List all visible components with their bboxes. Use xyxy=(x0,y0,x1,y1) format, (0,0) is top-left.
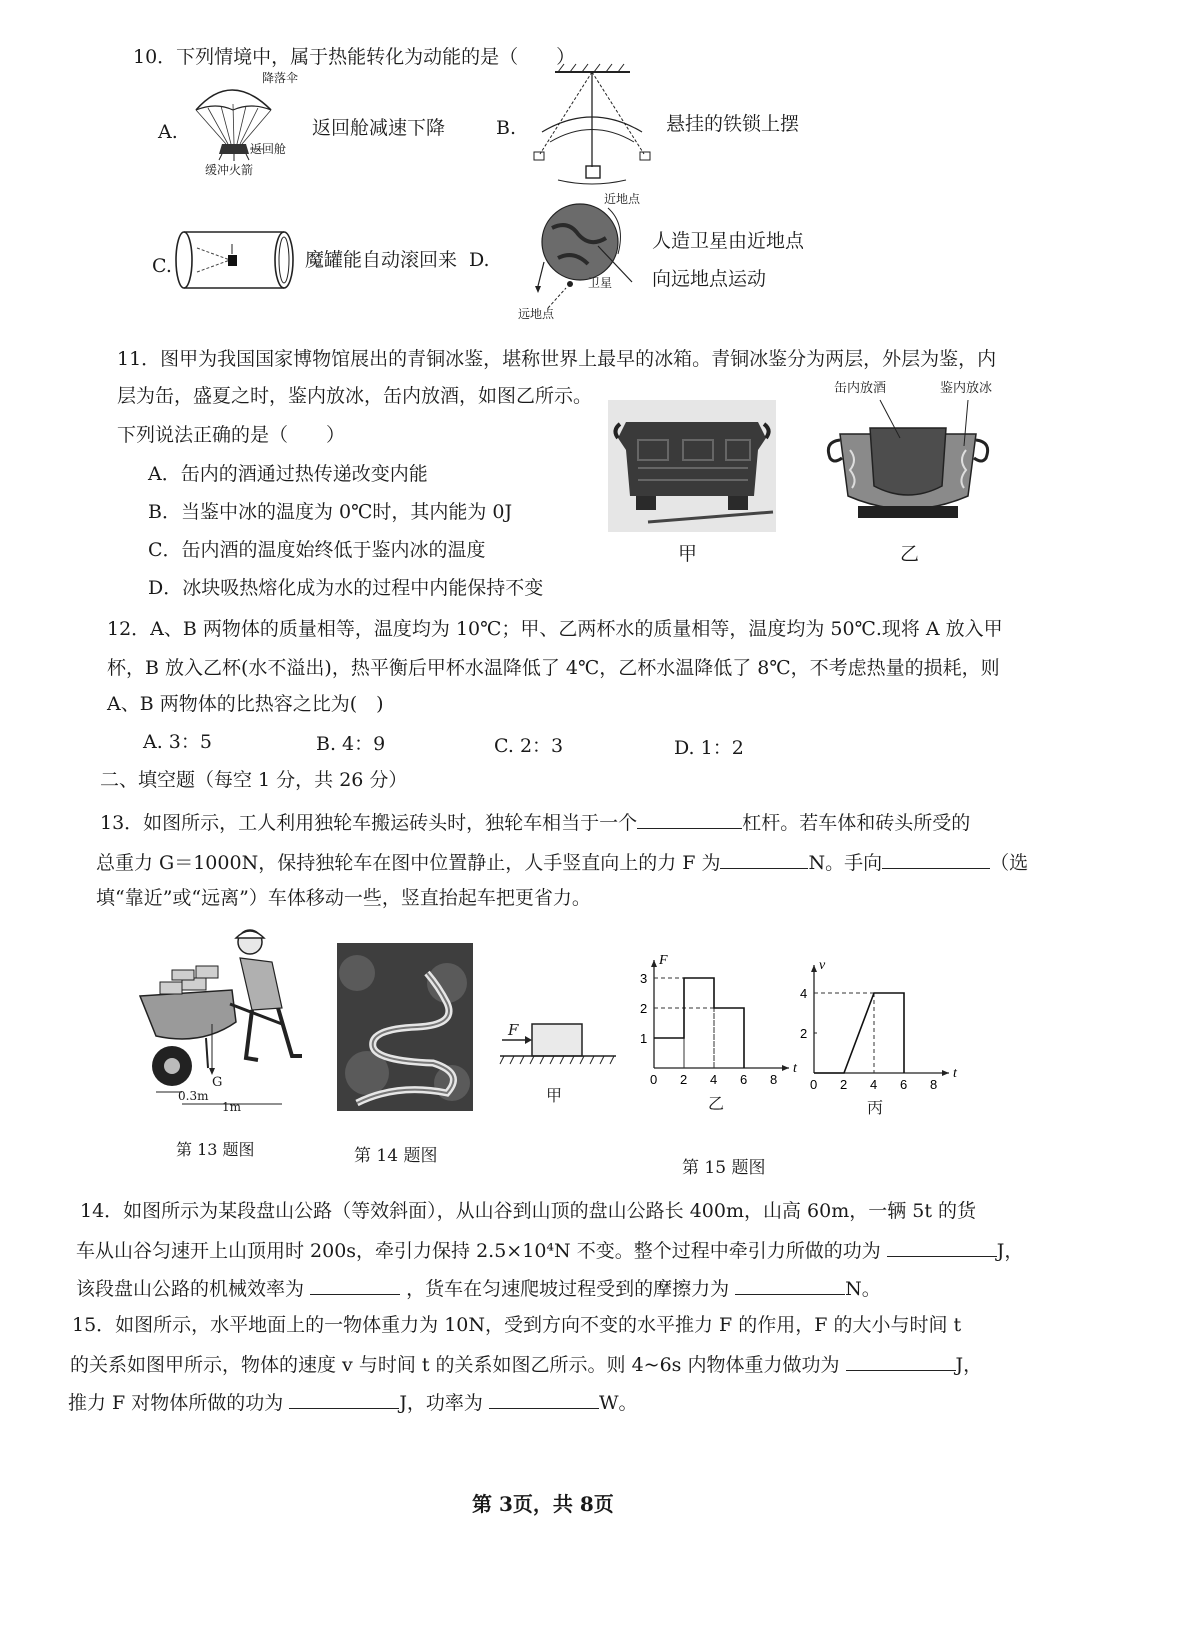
fig11-label-jia: 甲 xyxy=(678,543,698,565)
q10-stem: 10．下列情境中，属于热能转化为动能的是（ ） xyxy=(133,46,576,68)
label-force-f: F xyxy=(508,1021,519,1039)
label-rocket: 缓冲火箭 xyxy=(205,163,254,177)
chart-ft-x-tick-6: 6 xyxy=(740,1072,748,1087)
section-title-fill-in: 二、填空题（每空 1 分，共 26 分） xyxy=(100,769,408,791)
chart-ft-x-tick-4: 4 xyxy=(710,1072,718,1087)
q12-option-b: B. 4：9 xyxy=(316,733,386,755)
q13-blank-lever-type[interactable] xyxy=(637,810,742,829)
q15-blank-push-work[interactable] xyxy=(289,1390,399,1409)
chart-ft-y-tick-3: 3 xyxy=(640,971,648,986)
chart-vt-x-tick-0: 0 xyxy=(810,1077,818,1092)
q10-option-d-letter: D. xyxy=(469,249,490,271)
q15-blank-gravity-work[interactable] xyxy=(846,1352,956,1371)
q15-line2-part1: 的关系如图甲所示，物体的速度 v 与时间 t 的关系如图乙所示。则 4~6s 内物体重力做功为 xyxy=(70,1354,840,1376)
q15-blank-power[interactable] xyxy=(489,1390,599,1409)
label-perigee: 近地点 xyxy=(604,192,641,206)
q12-line2: 杯，B 放入乙杯(水不溢出)，热平衡后甲杯水温降低了 4℃，乙杯水温降低了 8℃，不考虑热量的损耗，则 xyxy=(107,657,1000,679)
label-ice-inside: 鉴内放冰 xyxy=(940,381,993,396)
chart-vt-x-arrow xyxy=(942,1070,949,1076)
q11-line2: 层为缶，盛夏之时，鉴内放冰，缶内放酒，如图乙所示。 xyxy=(117,385,593,407)
q10-option-d-text-line1: 人造卫星由近地点 xyxy=(652,230,805,252)
label-satellite: 卫星 xyxy=(588,276,613,290)
q13-line2-part2: N。手向 xyxy=(808,852,883,874)
q15-line3 xyxy=(68,1390,638,1415)
q13-line1 xyxy=(100,810,970,835)
fig13-caption: 第 13 题图 xyxy=(176,1140,255,1159)
q12-option-c: C. 2：3 xyxy=(494,735,564,757)
chart-vt-x-tick-2: 2 xyxy=(840,1077,848,1092)
q14-line2-part2: J， xyxy=(996,1240,1024,1262)
q10-option-c-letter: C. xyxy=(152,255,172,277)
chart-ft-series-0 xyxy=(654,978,744,1068)
chart-vt-x-tick-8: 8 xyxy=(930,1077,938,1092)
chart-ft-x-tick-2: 2 xyxy=(680,1072,688,1087)
satellite-orbit-figure xyxy=(508,190,643,320)
q15-line2-part2: J， xyxy=(955,1354,983,1376)
q13-line2-part1: 总重力 G＝1000N，保持独轮车在图中位置静止，人手竖直向上的力 F 为 xyxy=(96,852,721,874)
bronze-ice-vessel-photo xyxy=(608,400,776,532)
label-distance-0-3m: 0.3m xyxy=(178,1089,209,1103)
q13-line2-part3: （选 xyxy=(990,852,1029,874)
q12-line3: A、B 两物体的比热容之比为( ) xyxy=(107,693,384,715)
q13-line3: 填“靠近”或“远离”）车体移动一些，竖直抬起车把更省力。 xyxy=(96,887,591,909)
q14-line2 xyxy=(76,1238,1023,1263)
q15-line3-part1: 推力 F 对物体所做的功为 xyxy=(68,1392,284,1414)
q11-line3: 下列说法正确的是（ ） xyxy=(117,424,346,446)
chart-ft-x-tick-0: 0 xyxy=(650,1072,658,1087)
label-distance-1m: 1m xyxy=(222,1100,242,1114)
chart-vt-y-tick-2: 2 xyxy=(800,1026,808,1041)
label-capsule: 返回舱 xyxy=(250,142,287,156)
q15-line1: 15．如图所示，水平地面上的一物体重力为 10N，受到方向不变的水平推力 F 的作用，F 的大小与时间 t xyxy=(72,1314,962,1336)
chart-velocity-vs-time xyxy=(790,955,960,1095)
fig15-caption: 第 15 题图 xyxy=(682,1158,766,1178)
q10-option-c-text: 魔罐能自动滚回来 xyxy=(305,249,458,271)
chart-ft-y-arrow xyxy=(651,960,657,967)
q13-blank-direction[interactable] xyxy=(882,850,990,869)
q11-option-a: A．缶内的酒通过热传递改变内能 xyxy=(148,463,428,485)
q14-line3-part2: ，货车在匀速爬坡过程受到的摩擦力为 xyxy=(406,1278,730,1300)
chart-vt-y-tick-4: 4 xyxy=(800,986,808,1001)
q14-blank-work[interactable] xyxy=(887,1238,997,1257)
chart-vt-series-0 xyxy=(814,993,904,1073)
wheelbarrow-worker-figure xyxy=(132,928,317,1116)
chart-vt-x-tick-6: 6 xyxy=(900,1077,908,1092)
q13-blank-force[interactable] xyxy=(720,850,808,869)
chart-vt-x-label: t xyxy=(953,1066,957,1081)
fig15-label-yi: 乙 xyxy=(708,1094,725,1113)
swinging-lock-figure xyxy=(530,62,660,192)
q13-line1-part1: 13．如图所示，工人利用独轮车搬运砖头时，独轮车相当于一个 xyxy=(100,812,638,834)
label-wine-inside: 缶内放酒 xyxy=(834,381,887,396)
chart-ft-y-label: F xyxy=(659,953,668,968)
chart-vt-y-arrow xyxy=(811,965,817,972)
chart-ft-x-tick-8: 8 xyxy=(770,1072,778,1087)
q12-line1: 12．A、B 两物体的质量相等，温度均为 10℃；甲、乙两杯水的质量相等，温度均为 50℃.现将 A 放入甲 xyxy=(107,618,1003,640)
page-number: 第 3页，共 8页 xyxy=(472,1492,614,1516)
q10-option-d-text-line2: 向远地点运动 xyxy=(652,268,767,290)
q14-line3-part3: N。 xyxy=(845,1278,881,1300)
q11-option-c: C．缶内酒的温度始终低于鉴内冰的温度 xyxy=(148,539,486,561)
q13-line1-part2: 杠杆。若车体和砖头所受的 xyxy=(742,812,971,834)
mountain-road-photo xyxy=(337,943,473,1111)
q11-option-b: B．当鉴中冰的温度为 0℃时，其内能为 0J xyxy=(148,501,513,523)
q14-line3 xyxy=(76,1276,881,1301)
q14-blank-efficiency[interactable] xyxy=(310,1276,400,1295)
q14-line2-part1: 车从山谷匀速开上山顶用时 200s，牵引力保持 2.5×10⁴N 不变。整个过程中牵引力所做的功为 xyxy=(76,1240,881,1262)
q10-option-a-letter: A. xyxy=(158,121,178,143)
chart-force-vs-time xyxy=(630,950,808,1090)
q10-option-b-letter: B. xyxy=(496,117,517,139)
q14-line3-part1: 该段盘山公路的机械效率为 xyxy=(76,1278,305,1300)
ice-vessel-cross-section xyxy=(818,400,998,530)
chart-ft-y-tick-1: 1 xyxy=(640,1031,648,1046)
q15-line2 xyxy=(70,1352,982,1377)
chart-ft-x-arrow xyxy=(782,1065,789,1071)
fig14-caption: 第 14 题图 xyxy=(354,1146,438,1166)
q12-option-d: D. 1：2 xyxy=(674,737,744,759)
q12-option-a: A. 3：5 xyxy=(143,731,212,753)
q14-blank-friction[interactable] xyxy=(735,1276,845,1295)
q10-option-b-text: 悬挂的铁锁上摆 xyxy=(666,113,800,135)
chart-vt-x-tick-4: 4 xyxy=(870,1077,878,1092)
q10-option-a-text: 返回舱减速下降 xyxy=(312,117,446,139)
fig11-label-yi: 乙 xyxy=(900,543,920,565)
q11-option-d: D．冰块吸热熔化成为水的过程中内能保持不变 xyxy=(148,577,544,599)
chart-vt-y-label: v xyxy=(819,958,826,973)
label-gravity-g: G xyxy=(212,1075,223,1090)
chart-ft-x-label: t xyxy=(793,1061,797,1076)
label-parachute: 降落伞 xyxy=(262,71,299,85)
label-apogee: 远地点 xyxy=(518,307,555,321)
q14-line1: 14．如图所示为某段盘山公路（等效斜面），从山谷到山顶的盘山公路长 400m，山高 60m，一辆 5t 的货 xyxy=(80,1200,977,1222)
fig15-label-bing: 丙 xyxy=(867,1098,884,1117)
q13-line2 xyxy=(96,850,1028,875)
magic-can-figure xyxy=(172,228,300,294)
q11-line1: 11．图甲为我国国家博物馆展出的青铜冰鉴，堪称世界上最早的冰箱。青铜冰鉴分为两层，外层为鉴，内 xyxy=(117,348,997,370)
chart-ft-y-tick-2: 2 xyxy=(640,1001,648,1016)
q15-line3-part3: W。 xyxy=(598,1392,638,1414)
q15-line3-part2: J，功率为 xyxy=(399,1392,483,1414)
fig15-label-jia: 甲 xyxy=(546,1086,563,1105)
